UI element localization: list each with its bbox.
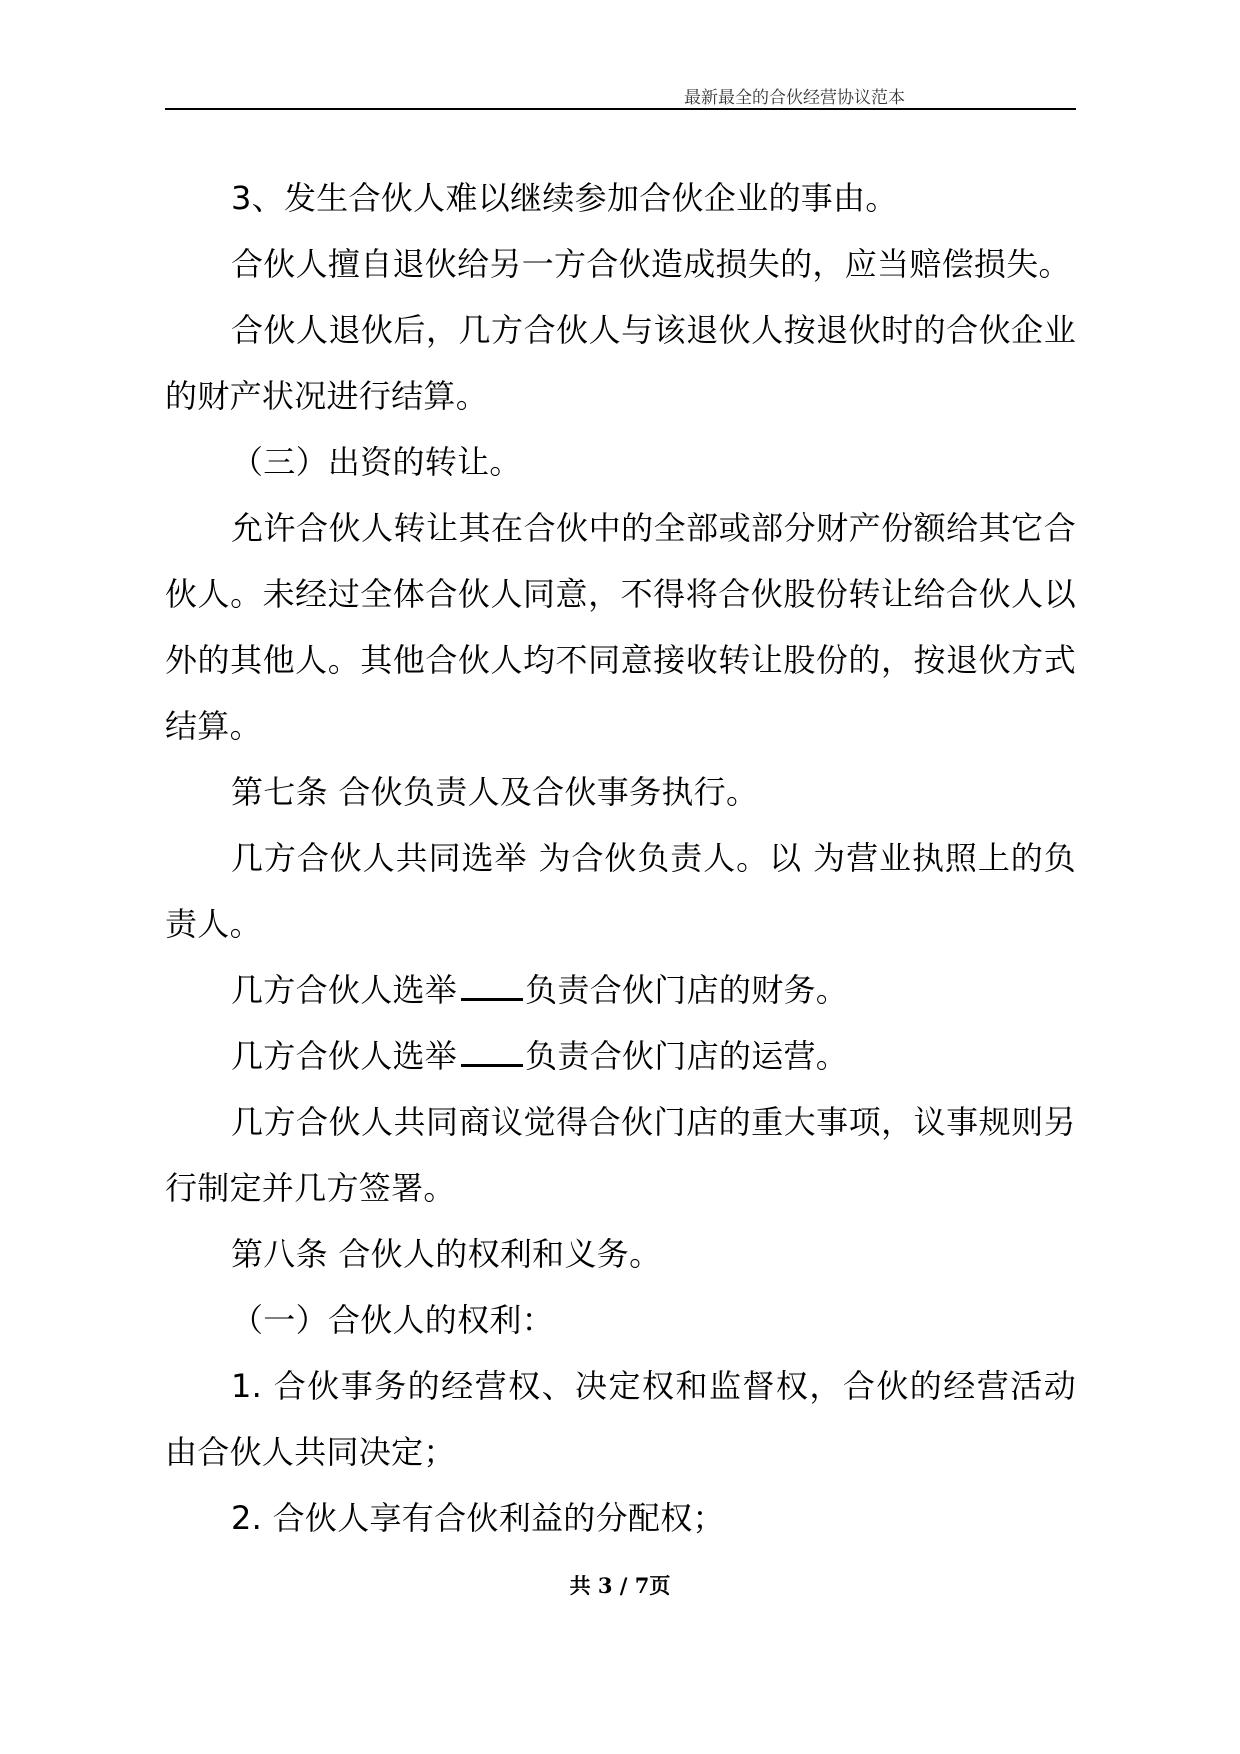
section-heading-partner-rights: （一）合伙人的权利：	[231, 1301, 555, 1339]
paragraph-finance-election	[165, 957, 1076, 1023]
header-divider	[165, 108, 1076, 110]
paragraph-right-2: 2. 合伙人享有合伙利益的分配权；	[231, 1499, 725, 1537]
paragraph-right-1: 1. 合伙事务的经营权、决定权和监督权，合伙的经营活动由合伙人共同决定；	[165, 1367, 1076, 1471]
finance-line-before: 几方合伙人选举	[231, 971, 458, 1009]
paragraph-compensation: 合伙人擅自退伙给另一方合伙造成损失的，应当赔偿损失。	[231, 245, 1071, 283]
section-heading-capital-transfer: （三）出资的转让。	[231, 443, 522, 481]
paragraph-major-matters: 几方合伙人共同商议觉得合伙门店的重大事项，议事规则另行制定并几方签署。	[165, 1103, 1076, 1207]
operation-line-before: 几方合伙人选举	[231, 1037, 458, 1075]
finance-line-after: 负责合伙门店的财务。	[525, 971, 849, 1009]
operation-line-after: 负责合伙门店的运营。	[525, 1037, 849, 1075]
paragraph-operation-election	[165, 1023, 1076, 1089]
blank-underline	[461, 1038, 523, 1067]
paragraph-transfer-rules: 允许合伙人转让其在合伙中的全部或部分财产份额给其它合伙人。未经过全体合伙人同意，不得将合伙股份转让给合伙人以外的其他人。其他合伙人均不同意接收转让股份的，按退伙方式结算。	[165, 509, 1076, 745]
document-body	[165, 165, 1076, 1551]
paragraph-election-leader: 几方合伙人共同选举 为合伙负责人。以 为营业执照上的负责人。	[165, 839, 1076, 943]
article-heading-7: 第七条 合伙负责人及合伙事务执行。	[231, 773, 759, 811]
page-header-title: 最新最全的合伙经营协议范本	[684, 88, 905, 108]
paragraph-settlement: 合伙人退伙后，几方合伙人与该退伙人按退伙时的合伙企业的财产状况进行结算。	[165, 311, 1076, 415]
paragraph-withdrawal-reason-3: 3、发生合伙人难以继续参加合伙企业的事由。	[231, 179, 898, 217]
blank-underline	[461, 972, 523, 1001]
article-heading-8: 第八条 合伙人的权利和义务。	[231, 1235, 662, 1273]
page-number-footer: 共 3 / 7页	[569, 1573, 671, 1598]
